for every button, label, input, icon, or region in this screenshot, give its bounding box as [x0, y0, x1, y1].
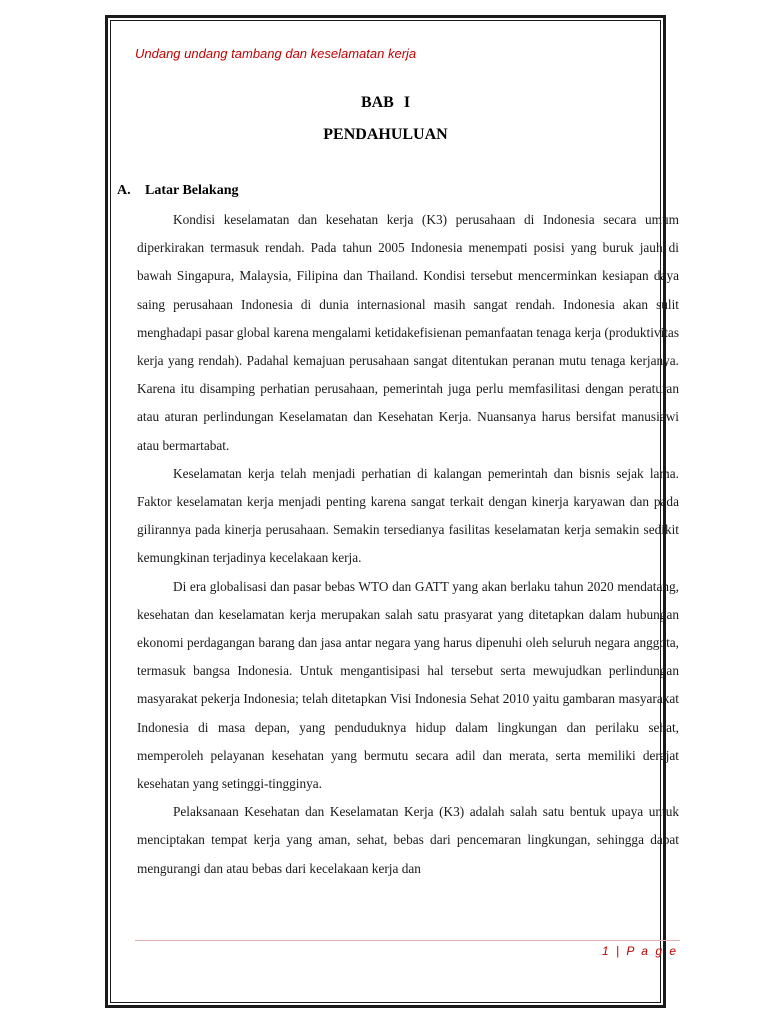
- paragraph: Di era globalisasi dan pasar bebas WTO dan GATT yang akan berlaku tahun 2020 mendatang, kesehatan dan keselamatan kerja merupakan salah satu prasyarat yang ditetapkan dalam hubungan ekonomi perdagangan barang dan jasa antar negara yang harus dipenuhi oleh seluruh negara anggota, termasuk bangsa Indonesia. Untuk mengantisipasi hal tersebut serta mewujudkan perlindungan masyarakat pekerja Indonesia; telah ditetapkan Visi Indonesia Sehat 2010 yaitu gambaran masyarakat Indonesia di masa depan, yang penduduknya hidup dalam lingkungan dan perilaku sehat, memperoleh pelayanan kesehatan yang bermutu secara adil dan merata, serta memiliki derajat kesehatan yang setinggi-tingginya.: [137, 578, 679, 792]
- running-header: Undang undang tambang dan keselamatan kerja: [135, 46, 417, 61]
- paragraph: Pelaksanaan Kesehatan dan Keselamatan Kerja (K3) adalah salah satu bentuk upaya untuk menciptakan tempat kerja yang aman, sehat, bebas dari pencemaran lingkungan, sehingga dapat mengurangi dan atau bebas dari kecelakaan kerja dan: [137, 804, 679, 876]
- footer-divider: [135, 940, 680, 941]
- page-number: 1 | P a g e: [601, 944, 678, 958]
- section-letter: A.: [117, 183, 131, 198]
- section-title: Latar Belakang: [145, 183, 239, 198]
- chapter-title: PENDAHULUAN: [323, 126, 448, 143]
- chapter-number: BAB I: [360, 94, 411, 111]
- section-heading: [117, 183, 238, 199]
- body-text: [137, 206, 679, 883]
- paragraph: Keselamatan kerja telah menjadi perhatian di kalangan pemerintah dan bisnis sejak lama. Faktor keselamatan kerja menjadi penting karena sangat terkait dengan kinerja karyawan dan pada gilirannya pada kinerja perusahaan. Semakin tersedianya fasilitas keselamatan kerja semakin sedikit kemungkinan terjadinya kecelakaan kerja.: [137, 465, 679, 566]
- paragraph: Kondisi keselamatan dan kesehatan kerja (K3) perusahaan di Indonesia secara umum diperkirakan termasuk rendah. Pada tahun 2005 Indonesia menempati posisi yang buruk jauh di bawah Singapura, Malaysia, Filipina dan Thailand. Kondisi tersebut mencerminkan kesiapan daya saing perusahaan Indonesia di dunia internasional masih sangat rendah. Indonesia akan sulit menghadapi pasar global karena mengalami ketidakefisienan pemanfaatan tenaga kerja (produktivitas kerja yang rendah). Padahal kemajuan perusahaan sangat ditentukan peranan mutu tenaga kerjanya. Karena itu disamping perhatian perusahaan, pemerintah juga perlu memfasilitasi dengan peraturan atau aturan perlindungan Keselamatan dan Kesehatan Kerja. Nuansanya harus bersifat manusiawi atau bermartabat.: [137, 212, 679, 453]
